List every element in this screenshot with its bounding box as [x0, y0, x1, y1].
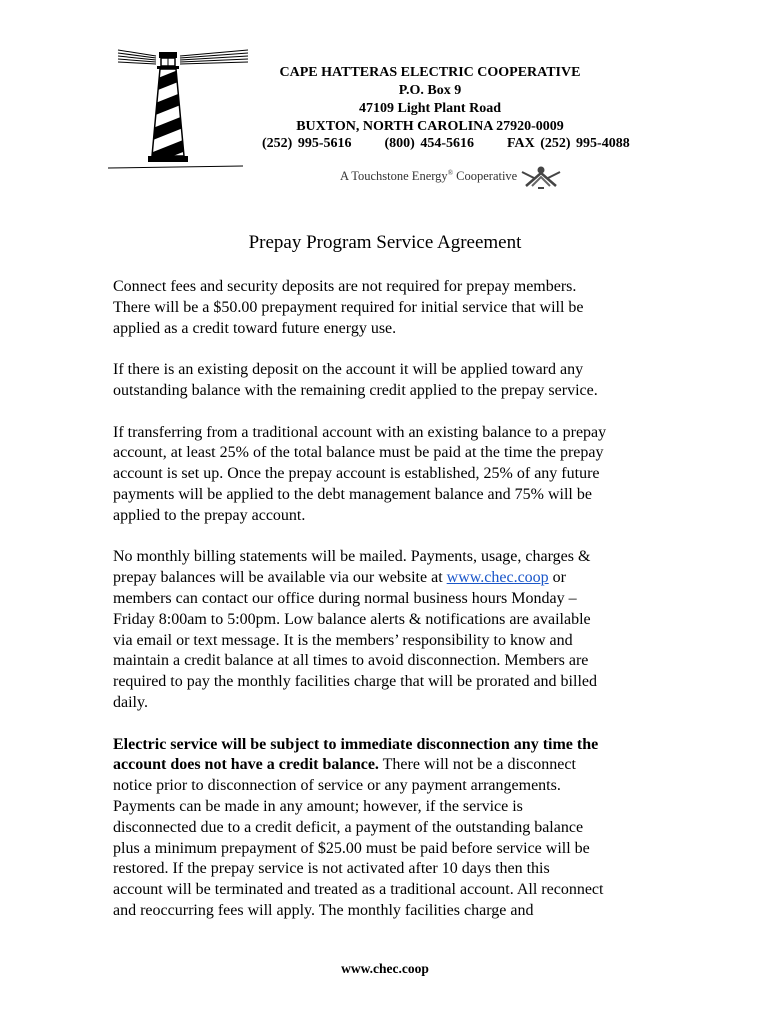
text-line: Friday 8:00am to 5:00pm. Low balance alerts & notifications are available: [113, 610, 591, 628]
text-segment: or: [548, 569, 566, 587]
tagline-end: Cooperative: [453, 169, 518, 184]
paragraph-deposit: [113, 360, 673, 402]
bold-text-line: Electric service will be subject to immediate disconnection any time the: [113, 735, 599, 753]
text-line: restored. If the prepay service is not activated after 10 days then this: [113, 860, 550, 878]
text-line: daily.: [113, 693, 148, 711]
text-line: applied to the prepay account.: [113, 506, 306, 524]
city-state-zip: BUXTON, NORTH CAROLINA 27920-0009: [296, 119, 564, 134]
text-line: No monthly billing statements will be mailed. Payments, usage, charges &: [113, 548, 591, 566]
footer-website: www.chec.coop: [341, 961, 429, 976]
agreement-body: [113, 277, 673, 943]
tagline-text: [340, 169, 517, 184]
text-line: applied as a credit toward future energy use.: [113, 319, 397, 337]
lighthouse-logo-icon: [108, 44, 253, 174]
text-line: If there is an existing deposit on the account it will be applied toward any: [113, 361, 584, 379]
registered-mark: ®: [447, 169, 454, 178]
text-line: payments will be applied to the debt management balance and 75% will be: [113, 485, 592, 503]
text-line: account is set up. Once the prepay account is established, 25% of any future: [113, 465, 600, 483]
paragraph-billing: [113, 547, 673, 713]
fax-number: FAX (252) 995-4088: [507, 136, 630, 151]
bold-text-segment: account does not have a credit balance.: [113, 756, 379, 774]
text-line: required to pay the monthly facilities charge that will be prorated and billed: [113, 673, 597, 691]
phone-primary: (252) 995-5616: [262, 136, 352, 151]
street-address: 47109 Light Plant Road: [359, 101, 501, 116]
contact-numbers: [262, 135, 630, 153]
text-line: account will be terminated and treated as a traditional account. All reconnect: [113, 881, 604, 899]
touchstone-tagline: [340, 164, 562, 190]
text-segment: There will not be a disconnect: [378, 756, 576, 774]
text-line: disconnected due to a credit deficit, a payment of the outstanding balance: [113, 818, 584, 836]
paragraph-disconnection: [113, 735, 673, 922]
text-line: There will be a $50.00 prepayment required for initial service that will be: [113, 298, 584, 316]
text-line: members can contact our office during normal business hours Monday –: [113, 589, 577, 607]
text-line: [113, 755, 673, 776]
text-line: and reoccurring fees will apply. The monthly facilities charge and: [113, 901, 534, 919]
text-line: Connect fees and security deposits are not required for prepay members.: [113, 278, 577, 295]
text-line: account, at least 25% of the total balance must be paid at the time the prepay: [113, 444, 604, 462]
text-line: notice prior to disconnection of service or any payment arrangements.: [113, 777, 561, 795]
text-line: plus a minimum prepayment of $25.00 must be paid before service will be: [113, 839, 590, 857]
text-segment: prepay balances will be available via our website at: [113, 569, 447, 587]
text-line: maintain a credit balance at all times to avoid disconnection. Members are: [113, 652, 589, 670]
paragraph-transfer: [113, 423, 673, 527]
tagline-main: A Touchstone Energy: [340, 169, 448, 184]
phone-toll-free: (800) 454-5616: [384, 136, 474, 151]
text-line: [113, 568, 673, 589]
text-line: outstanding balance with the remaining credit applied to the prepay service.: [113, 381, 598, 399]
text-line: Payments can be made in any amount; however, if the service is: [113, 797, 523, 815]
paragraph-fees: [113, 277, 673, 339]
organization-name: CAPE HATTERAS ELECTRIC COOPERATIVE: [279, 65, 581, 80]
po-box: P.O. Box 9: [398, 83, 462, 98]
document-title: Prepay Program Service Agreement: [248, 232, 522, 253]
text-line: via email or text message. It is the members’ responsibility to know and: [113, 631, 573, 649]
organization-address-block: [240, 64, 620, 136]
website-link[interactable]: www.chec.coop: [446, 569, 549, 587]
touchstone-energy-logo-icon: [520, 164, 562, 190]
text-line: If transferring from a traditional account with an existing balance to a prepay: [113, 423, 607, 441]
